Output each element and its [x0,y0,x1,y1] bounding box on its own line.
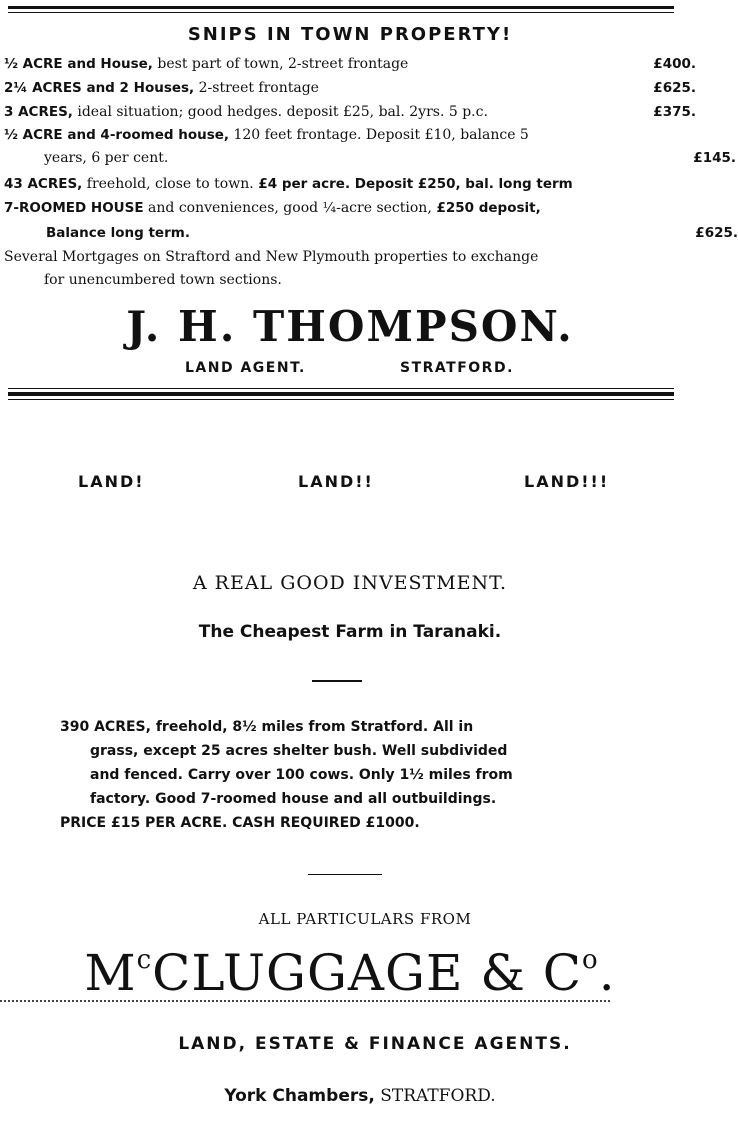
agent-role: LAND AGENT. [185,360,306,376]
short-dash [312,680,362,682]
top-rule-thin [8,12,674,13]
listing-line [4,198,696,218]
divider-rule-thin-2 [8,399,674,400]
farm-line: factory. Good 7-roomed house and all outbuildings. [90,791,497,807]
land-word-1: LAND! [78,472,145,491]
top-rule [8,6,674,9]
listing-body: 120 feet frontage. Deposit £10, balance 5 [229,127,529,143]
listing-body: for unencumbered town sections. [44,272,282,288]
dotted-rule [0,1000,610,1002]
listing-price: £625. [653,80,696,96]
farm-line: 390 ACRES, freehold, 8½ miles from Stratford. All in [60,719,474,735]
listing-price: £375. [653,104,696,120]
ad1-title: SNIPS IN TOWN PROPERTY! [187,24,513,45]
particulars-label: ALL PARTICULARS FROM [258,910,472,928]
listing-line [4,102,696,122]
listing-line [4,270,736,290]
listing-line [4,247,696,267]
listing-body: and conveniences, good ¼-acre section, [143,200,432,216]
land-word-3: LAND!!! [524,472,610,491]
firm-address: York Chambers, STRATFORD. [224,1086,496,1106]
farm-line: and fenced. Carry over 100 cows. Only 1½ miles from [90,767,513,783]
listing-tail: £4 per acre. Deposit £250, bal. long term [253,176,573,192]
agent-town: STRATFORD. [400,360,514,376]
listing-line [4,148,736,168]
listing-line [4,125,696,145]
listing-lead: ½ ACRE and House, [4,56,153,72]
listing-body: best part of town, 2-street frontage [152,56,409,72]
firm-name: $M^cCLUGGAGE$ & $C^o$. [84,944,616,1002]
headline: A REAL GOOD INVESTMENT. [192,572,508,594]
short-rule [308,874,382,875]
listing-body: years, 6 per cent. [44,150,169,166]
price-line: PRICE £15 PER ACRE. CASH REQUIRED £1000. [60,815,420,831]
divider-rule-thin [8,388,674,389]
land-word-2: LAND!! [298,472,374,491]
listing-lead: 3 ACRES, [4,104,73,120]
listing-body: freehold, close to town. [82,176,254,192]
listing-tail: £250 deposit, [431,200,541,216]
agent-name: J. H. THOMPSON. [126,302,574,351]
listing-line [4,54,696,74]
listing-body: ideal situation; good hedges. deposit £25, bal. 2yrs. 5 p.c. [72,104,488,120]
listing-body: Several Mortgages on Straftord and New Plymouth properties to exchange [4,249,539,265]
listing-lead: 7-ROOMED HOUSE [4,200,144,216]
listing-lead: 2¼ ACRES and 2 Houses, [4,80,195,96]
listing-price: £145. [693,150,736,166]
listing-line [4,223,738,243]
listing-price: £400. [653,56,696,72]
listing-lead: ½ ACRE and 4-roomed house, [4,127,230,143]
listing-lead: 43 ACRES, [4,176,83,192]
listing-price: £625. [695,225,738,241]
firm-role: LAND, ESTATE & FINANCE AGENTS. [178,1034,572,1054]
divider-rule-thick [8,392,674,396]
listing-lead: Balance long term. [46,225,190,241]
listing-body: 2-street frontage [194,80,319,96]
listing-line [4,174,696,194]
farm-description [60,715,640,835]
farm-line: grass, except 25 acres shelter bush. Well subdivided [90,743,508,759]
subheadline: The Cheapest Farm in Taranaki. [198,622,502,642]
listing-line [4,78,696,98]
